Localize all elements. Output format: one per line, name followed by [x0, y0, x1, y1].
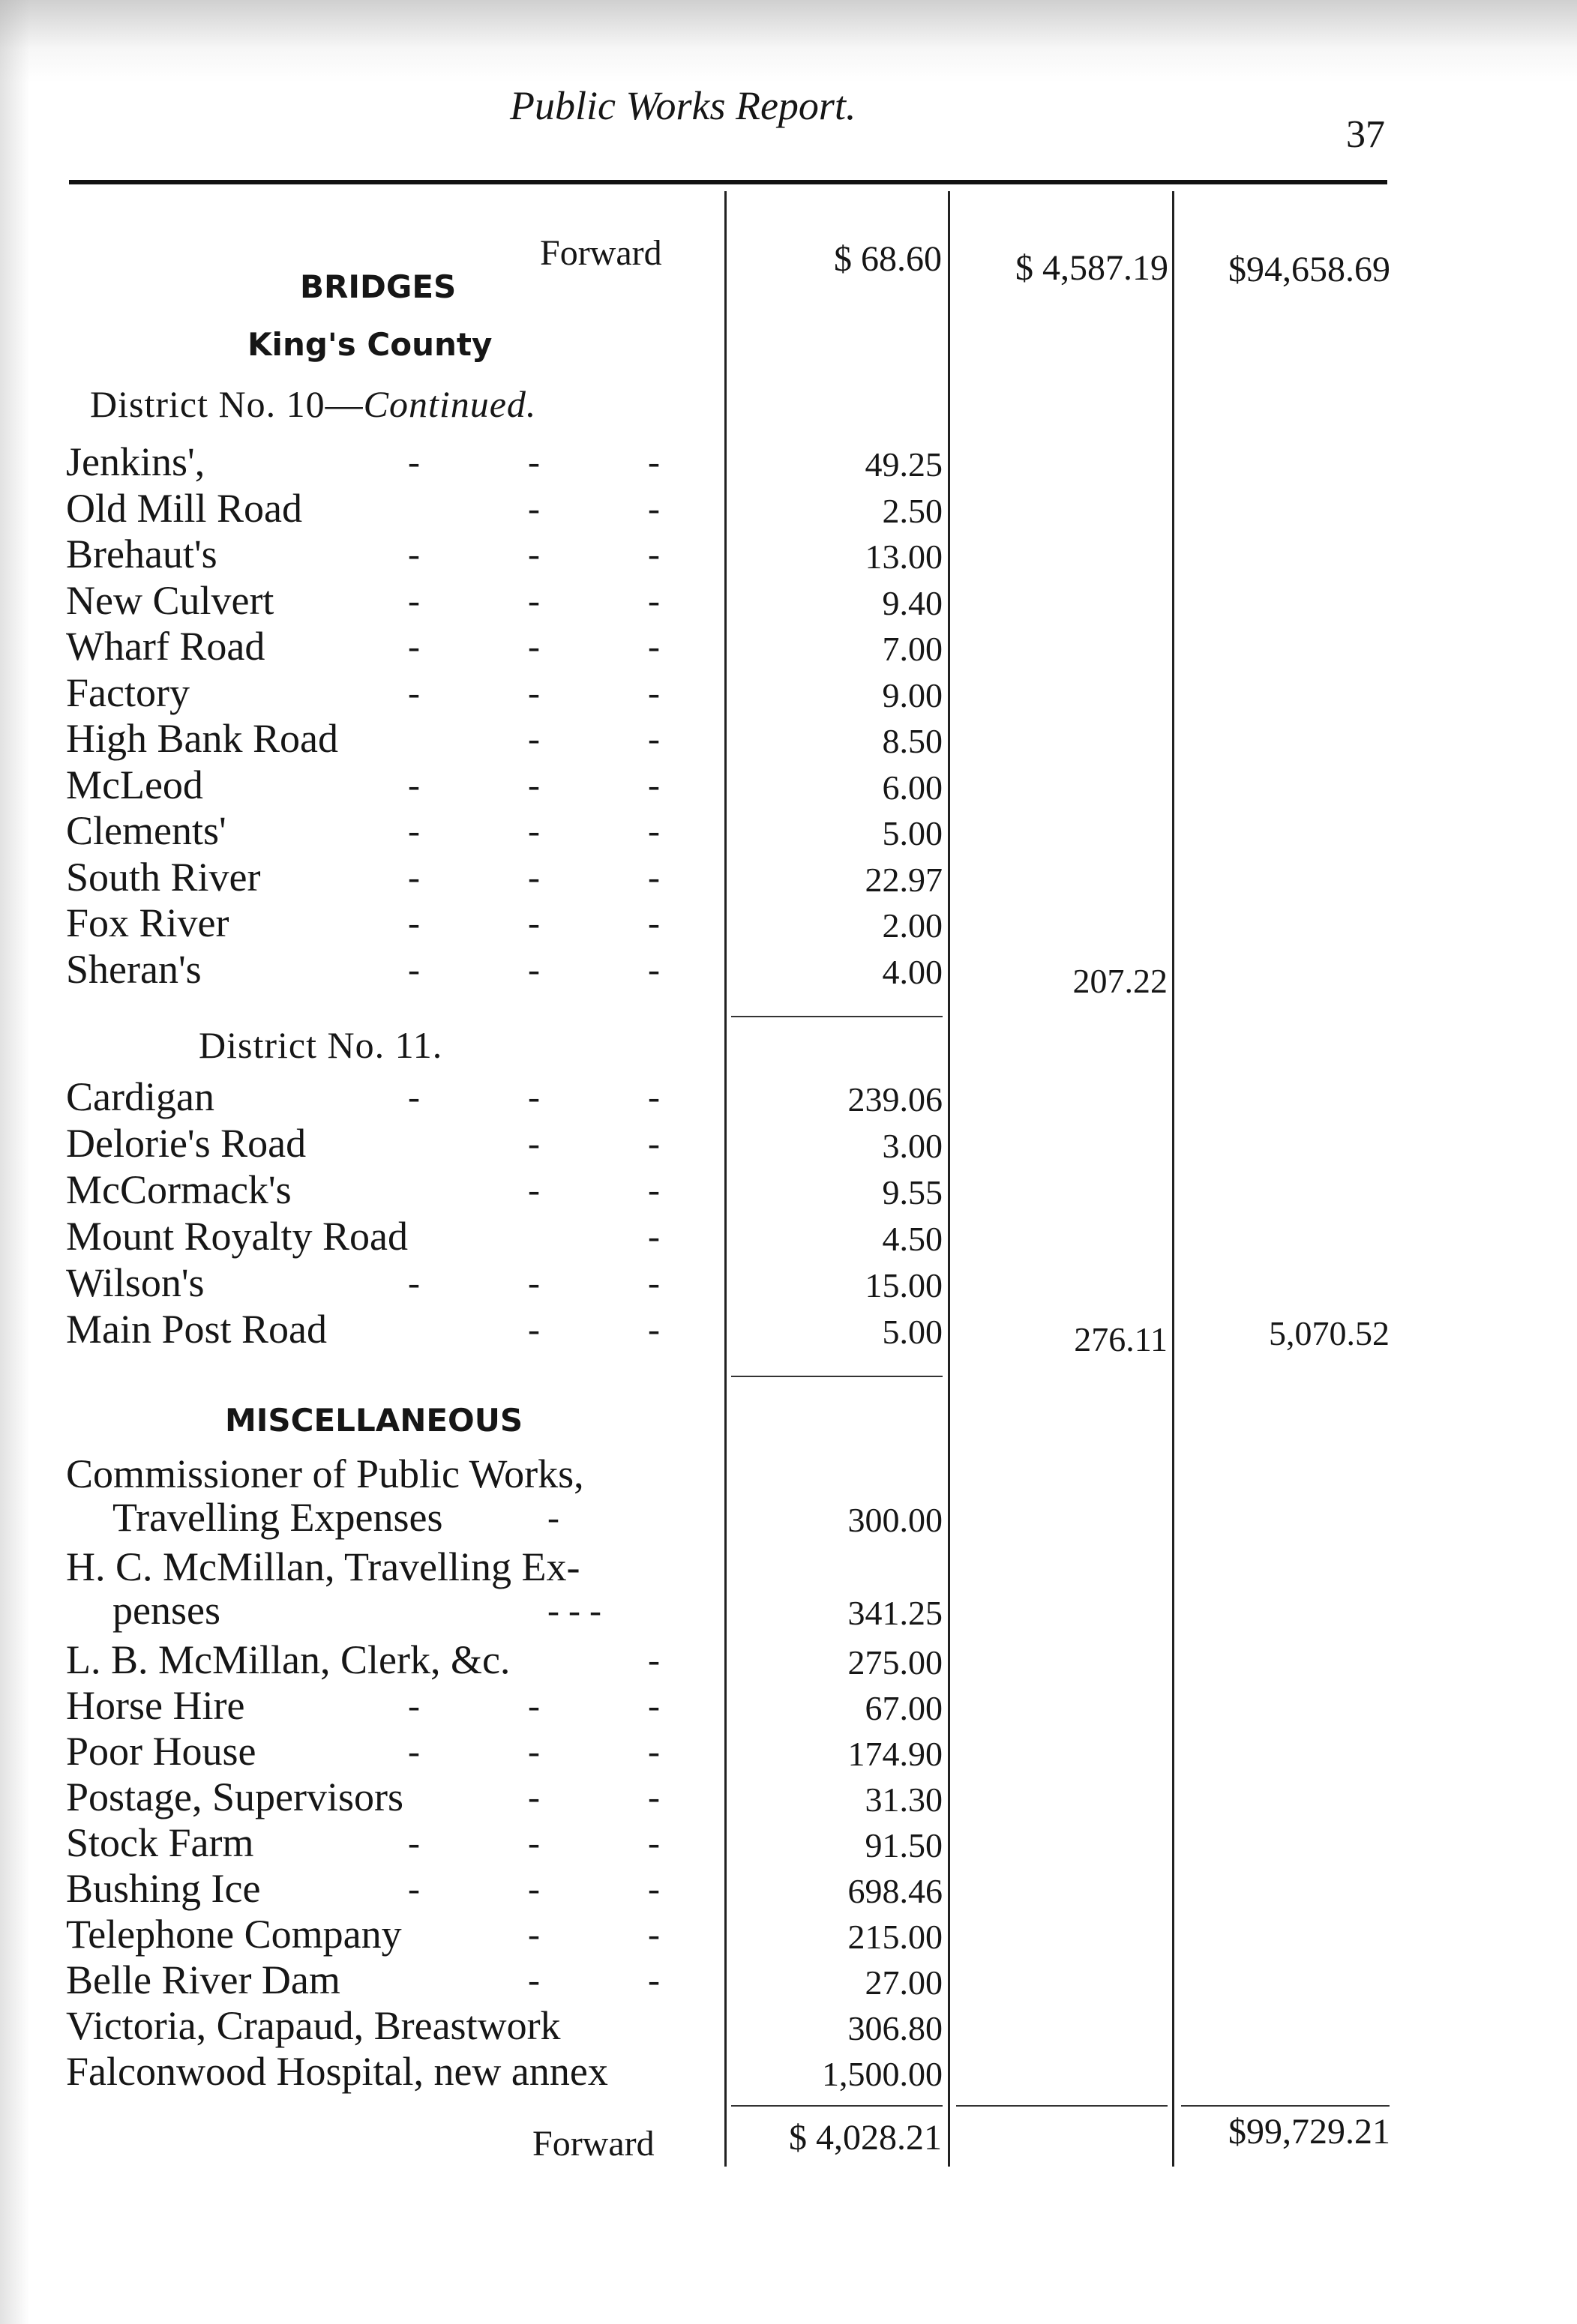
misc-row-label: L. B. McMillan, Clerk, &c.: [66, 1637, 511, 1682]
district-11-row-label: Delorie's Road: [66, 1121, 307, 1166]
district-10-row-label: New Culvert: [66, 577, 274, 623]
district-10-subtotal-rule: [731, 1016, 943, 1017]
misc-row-label: Belle River Dam: [66, 1957, 340, 2002]
county-heading: King's County: [247, 326, 493, 363]
district-10-row-leader-dashes: - -: [528, 488, 660, 529]
misc-row-amount: 91.50: [865, 1826, 943, 1864]
misc-row-amount: 306.80: [847, 2009, 943, 2047]
district-10-row-amount: 13.00: [865, 538, 943, 576]
district-10-row-amount: 2.00: [882, 906, 943, 945]
district-11-row-amount: 9.55: [882, 1173, 943, 1211]
misc-row-amount: 275.00: [847, 1643, 943, 1682]
district-10-row-amount: 49.25: [865, 445, 943, 484]
misc-row-amount: 67.00: [865, 1689, 943, 1727]
misc-row-label: Victoria, Crapaud, Breastwork: [66, 2003, 561, 2048]
district-10-row-leader-dashes: - - -: [408, 442, 660, 482]
district-11-row-leader-dashes: - -: [528, 1170, 660, 1210]
district-10-row-amount: 4.00: [882, 952, 943, 991]
district-10-row-leader-dashes: - -: [528, 719, 660, 759]
district-10-row-leader-dashes: - - -: [408, 857, 660, 897]
scan-shadow-left: [0, 0, 30, 2324]
district-10-row-label: High Bank Road: [66, 716, 338, 761]
misc-row-leader-dashes: -: [648, 1640, 660, 1680]
forward-col3-top: $94,658.69: [1228, 250, 1390, 289]
district-11-row-amount: 5.00: [882, 1313, 943, 1351]
district-10-row-leader-dashes: - - -: [408, 672, 660, 713]
misc-row-leader-dashes: - -: [528, 1960, 660, 2000]
misc-row-leader-dashes: - - -: [547, 1591, 601, 1631]
district-10-row-amount: 9.40: [882, 583, 943, 622]
district-10-row-amount: 22.97: [865, 860, 943, 899]
col2-bottom-rule: [956, 2105, 1168, 2107]
district-10-row-amount: 8.50: [882, 722, 943, 760]
bridges-grand-total: 5,070.52: [1269, 1314, 1390, 1352]
district-10-row-amount: 2.50: [882, 491, 943, 530]
misc-row-label: Poor House: [66, 1729, 256, 1774]
misc-row-amount: 300.00: [847, 1501, 943, 1539]
forward-label-top: Forward: [540, 233, 662, 273]
misc-row-label: Stock Farm: [66, 1820, 254, 1865]
district-10-row-label: South River: [66, 854, 261, 900]
misc-row-label: Horse Hire: [66, 1683, 245, 1728]
misc-row-label: Postage, Supervisors: [66, 1774, 403, 1819]
miscellaneous-heading: MISCELLANEOUS: [225, 1402, 523, 1439]
district-11-row-leader-dashes: - - -: [408, 1263, 660, 1303]
misc-row-amount: 174.90: [847, 1735, 943, 1773]
district-11-row-label: Mount Royalty Road: [66, 1214, 408, 1259]
district-10-total: 207.22: [1072, 962, 1168, 1000]
district-11-row-amount: 3.00: [882, 1127, 943, 1165]
district-10-row-leader-dashes: - - -: [408, 765, 660, 805]
district-10-row-label: Fox River: [66, 900, 229, 945]
misc-row-label-line2: penses: [112, 1588, 220, 1633]
district-10-row-amount: 9.00: [882, 675, 943, 714]
district-11-row-amount: 239.06: [847, 1080, 943, 1119]
misc-row-amount: 1,500.00: [822, 2055, 943, 2093]
scan-shadow-top: [0, 0, 1577, 82]
district-10-row-leader-dashes: - - -: [408, 903, 660, 943]
district-10-row-label: Old Mill Road: [66, 485, 303, 531]
misc-row-amount: 341.25: [847, 1594, 943, 1632]
column-rule-3: [1172, 191, 1174, 2167]
misc-row-leader-dashes: - - -: [408, 1732, 660, 1771]
district-11-row-leader-dashes: - -: [528, 1124, 660, 1163]
district-11-row-leader-dashes: - - -: [408, 1077, 660, 1117]
district-10-row-leader-dashes: - - -: [408, 580, 660, 621]
misc-row-leader-dashes: - - -: [408, 1869, 660, 1909]
district-10-row-label: Sheran's: [66, 946, 202, 992]
bridges-heading: BRIDGES: [300, 268, 457, 305]
misc-row-label-line2: Travelling Expenses: [112, 1495, 443, 1540]
page-number: 37: [1346, 113, 1385, 156]
district-11-row-label: Cardigan: [66, 1074, 214, 1119]
district-11-row-amount: 15.00: [865, 1266, 943, 1304]
district-11-subtotal-rule: [731, 1376, 943, 1377]
district-11-row-leader-dashes: -: [648, 1217, 660, 1256]
district-10-row-amount: 5.00: [882, 814, 943, 852]
misc-row-label-line1: H. C. McMillan, Travelling Ex-: [66, 1544, 580, 1589]
misc-row-leader-dashes: - -: [528, 1777, 660, 1817]
district-10-row-label: Jenkins',: [66, 439, 205, 484]
col3-bottom-rule: [1181, 2105, 1390, 2107]
district-10-row-label: Wharf Road: [66, 624, 265, 669]
misc-row-amount: 698.46: [847, 1872, 943, 1910]
misc-row-label: Falconwood Hospital, new annex: [66, 2049, 608, 2094]
district-10-heading: District No. 10—Continued.: [90, 383, 537, 425]
district-11-row-label: Wilson's: [66, 1260, 205, 1305]
misc-row-leader-dashes: -: [547, 1498, 559, 1538]
misc-row-leader-dashes: - -: [528, 1915, 660, 1954]
district-10-row-label: Brehaut's: [66, 532, 217, 577]
forward-col2-top: $ 4,587.19: [1015, 248, 1168, 288]
misc-row-amount: 31.30: [865, 1780, 943, 1819]
misc-row-label-line1: Commissioner of Public Works,: [66, 1451, 584, 1496]
district-10-row-leader-dashes: - - -: [408, 949, 660, 990]
district-10-row-label: Factory: [66, 669, 190, 715]
district-11-heading: District No. 11.: [199, 1024, 443, 1066]
forward-col3-bottom: $99,729.21: [1228, 2112, 1390, 2152]
misc-row-label: Telephone Company: [66, 1912, 402, 1957]
misc-row-amount: 27.00: [865, 1963, 943, 2002]
forward-col1-top: $ 68.60: [834, 239, 942, 279]
district-11-row-amount: 4.50: [882, 1220, 943, 1258]
column-rule-2: [948, 191, 950, 2167]
forward-label-bottom: Forward: [532, 2124, 655, 2164]
district-11-row-label: McCormack's: [66, 1167, 292, 1212]
misc-row-leader-dashes: - - -: [408, 1686, 660, 1726]
misc-row-label: Bushing Ice: [66, 1866, 261, 1911]
column-rule-1: [724, 191, 727, 2167]
district-11-row-label: Main Post Road: [66, 1307, 328, 1352]
district-10-row-label: Clements': [66, 808, 226, 853]
misc-row-leader-dashes: - - -: [408, 1823, 660, 1863]
district-10-row-leader-dashes: - - -: [408, 627, 660, 666]
district-10-row-amount: 7.00: [882, 630, 943, 668]
misc-row-amount: 215.00: [847, 1918, 943, 1956]
misc-subtotal-rule: [731, 2105, 943, 2107]
district-10-row-leader-dashes: - - -: [408, 535, 660, 574]
district-10-row-amount: 6.00: [882, 768, 943, 807]
header-rule: [69, 180, 1387, 184]
district-10-row-leader-dashes: - - -: [408, 811, 660, 851]
district-11-row-leader-dashes: - -: [528, 1310, 660, 1349]
running-title: Public Works Report.: [510, 83, 856, 128]
district-10-row-label: McLeod: [66, 762, 203, 807]
forward-col1-bottom: $ 4,028.21: [789, 2118, 942, 2158]
district-11-total: 276.11: [1074, 1320, 1168, 1358]
